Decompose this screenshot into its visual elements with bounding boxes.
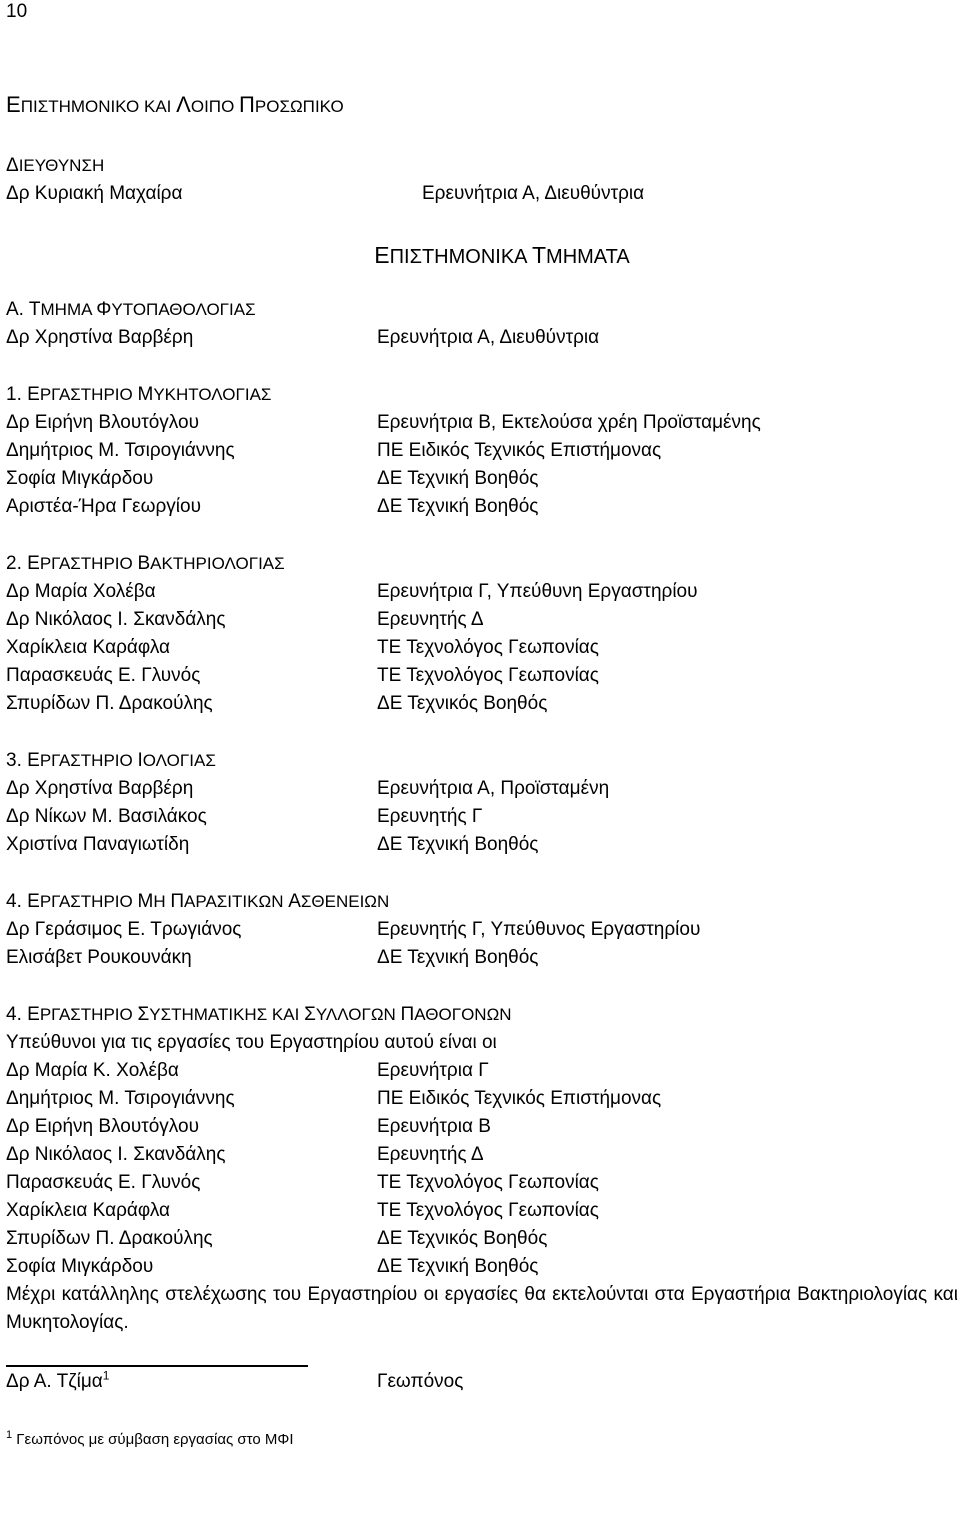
staff-name: Χριστίνα Παναγιωτίδη xyxy=(6,834,190,855)
staff-role: Ερευνήτρια Α, Προϊσταμένη xyxy=(377,778,610,799)
department-a-heading: Α. ΤΜΗΜΑ ΦΥΤΟΠΑΘΟΛΟΓΙΑΣ xyxy=(6,299,256,320)
staff-name: Δρ Γεράσιμος Ε. Τρωγιάνος xyxy=(6,919,242,940)
staff-role: ΔΕ Τεχνική Βοηθός xyxy=(377,468,539,489)
table-row xyxy=(6,690,958,718)
lab2-heading: 2. ΕΡΓΑΣΤΗΡΙΟ ΒΑΚΤΗΡΙΟΛΟΓΙΑΣ xyxy=(6,553,285,574)
staff-name: Σπυρίδων Π. Δρακούλης xyxy=(6,1228,213,1249)
lab4b-heading: 4. ΕΡΓΑΣΤΗΡΙΟ ΣΥΣΤΗΜΑΤΙΚΗΣ ΚΑΙ ΣΥΛΛΟΓΩΝ ΠΑΘΟΓΟΝΩΝ xyxy=(6,1004,512,1025)
table-row xyxy=(6,1057,958,1085)
table-row xyxy=(6,606,958,634)
staff-name: Σοφία Μιγκάρδου xyxy=(6,468,154,489)
staff-name: Αριστέα-Ήρα Γεωργίου xyxy=(6,496,201,517)
staff-name: Σπυρίδων Π. Δρακούλης xyxy=(6,693,213,714)
table-row xyxy=(6,1141,958,1169)
staff-role: Ερευνήτρια Γ xyxy=(377,1060,489,1081)
staff-name: Παρασκευάς Ε. Γλυνός xyxy=(6,1172,201,1193)
staff-name: Δρ Νικόλαος Ι. Σκανδάλης xyxy=(6,1144,226,1165)
staff-role: Ερευνήτρια Α, Διευθύντρια xyxy=(377,327,600,348)
lab1-heading: 1. ΕΡΓΑΣΤΗΡΙΟ ΜΥΚΗΤΟΛΟΓΙΑΣ xyxy=(6,384,272,405)
table-row xyxy=(6,1197,958,1225)
staff-name: Δημήτριος Μ. Τσιρογιάννης xyxy=(6,1088,235,1109)
staff-role: ΤΕ Τεχνολόγος Γεωπονίας xyxy=(377,1172,599,1193)
staff-role: ΔΕ Τεχνική Βοηθός xyxy=(377,834,539,855)
staff-name: Δρ Κυριακή Μαχαίρα xyxy=(6,183,183,204)
staff-name: Σοφία Μιγκάρδου xyxy=(6,1256,154,1277)
staff-name: Δρ Νικόλαος Ι. Σκανδάλης xyxy=(6,609,226,630)
staff-name: Παρασκευάς Ε. Γλυνός xyxy=(6,665,201,686)
table-row xyxy=(6,493,958,521)
staff-role: ΤΕ Τεχνολόγος Γεωπονίας xyxy=(377,637,599,658)
staff-name: Δρ Νίκων Μ. Βασιλάκος xyxy=(6,806,207,827)
lab4a-heading: 4. ΕΡΓΑΣΤΗΡΙΟ ΜΗ ΠΑΡΑΣΙΤΙΚΩΝ ΑΣΘΕΝΕΙΩΝ xyxy=(6,891,390,912)
staff-role: Γεωπόνος xyxy=(377,1371,464,1392)
staff-role: ΔΕ Τεχνική Βοηθός xyxy=(377,1256,539,1277)
staff-name: Δρ Ειρήνη Βλουτόγλου xyxy=(6,412,199,433)
direction-row xyxy=(6,180,958,208)
table-row xyxy=(6,1085,958,1113)
table-row xyxy=(6,634,958,662)
staff-name: Χαρίκλεια Καράφλα xyxy=(6,1200,171,1221)
department-a-row xyxy=(6,324,958,352)
staff-role: Ερευνητής Γ, Υπεύθυνος Εργαστηρίου xyxy=(377,919,701,940)
staff-role: Ερευνητής Γ xyxy=(377,806,483,827)
staff-name: Δημήτριος Μ. Τσιρογιάννης xyxy=(6,440,235,461)
direction-heading: ΔΙΕΥΘΥΝΣΗ xyxy=(6,155,105,176)
page-title: ΕΠΙΣΤΗΜΟΝΙΚΟ ΚΑΙ ΛΟΙΠΟ ΠΡΟΣΩΠΙΚΟ xyxy=(6,92,344,117)
staff-role: Ερευνητής Δ xyxy=(377,1144,484,1165)
page-number: 10 xyxy=(6,1,28,22)
footnote: $^1$ Γεωπόνος με σύμβαση εργασίας στο ΜΦΙ xyxy=(6,1429,294,1448)
table-row xyxy=(6,1253,958,1281)
departments-heading: ΕΠΙΣΤΗΜΟΝΙΚΑ ΤΜΗΜΑΤΑ xyxy=(374,242,630,268)
staff-name: Δρ Χρηστίνα Βαρβέρη xyxy=(6,778,194,799)
table-row xyxy=(6,1113,958,1141)
staff-name: Χαρίκλεια Καράφλα xyxy=(6,637,171,658)
staff-role: ΔΕ Τεχνικός Βοηθός xyxy=(377,693,548,714)
table-row xyxy=(6,465,958,493)
staff-role: Ερευνητής Δ xyxy=(377,609,484,630)
table-row xyxy=(6,437,958,465)
table-row xyxy=(6,1225,958,1253)
table-row xyxy=(6,944,958,972)
staff-role: ΠΕ Ειδικός Τεχνικός Επιστήμονας xyxy=(377,1088,662,1109)
lab4b-note: Μέχρι κατάλληλης στελέχωσης του Εργαστηρίου οι εργασίες θα εκτελούνται στα Εργαστήρια Βακτηριολογίας και Μυκητολογίας. xyxy=(6,1284,958,1333)
table-row xyxy=(6,803,958,831)
staff-name: Δρ Μαρία Χολέβα xyxy=(6,581,156,602)
staff-role: Ερευνήτρια Α, Διευθύντρια xyxy=(422,183,645,204)
staff-name: Δρ Α. Τζίμα$^1$ xyxy=(6,1368,110,1392)
staff-role: ΔΕ Τεχνική Βοηθός xyxy=(377,496,539,517)
staff-role: ΔΕ Τεχνικός Βοηθός xyxy=(377,1228,548,1249)
staff-name: Ελισάβετ Ρουκουνάκη xyxy=(6,947,192,968)
lab3-heading: 3. ΕΡΓΑΣΤΗΡΙΟ ΙΟΛΟΓΙΑΣ xyxy=(6,750,216,771)
table-row xyxy=(6,916,958,944)
staff-role: ΤΕ Τεχνολόγος Γεωπονίας xyxy=(377,665,599,686)
staff-role: ΤΕ Τεχνολόγος Γεωπονίας xyxy=(377,1200,599,1221)
lab4b-intro: Υπεύθυνοι για τις εργασίες του Εργαστηρίου αυτού είναι οι xyxy=(6,1032,497,1053)
staff-name: Δρ Χρηστίνα Βαρβέρη xyxy=(6,327,194,348)
staff-role: ΔΕ Τεχνική Βοηθός xyxy=(377,947,539,968)
document-body xyxy=(6,90,958,1450)
table-row xyxy=(6,409,958,437)
table-row xyxy=(6,662,958,690)
footnote-ref: 1 xyxy=(102,1368,110,1383)
table-row xyxy=(6,775,958,803)
staff-role: Ερευνήτρια Β xyxy=(377,1116,491,1137)
table-row xyxy=(6,831,958,859)
table-row xyxy=(6,1169,958,1197)
staff-name: Δρ Ειρήνη Βλουτόγλου xyxy=(6,1116,199,1137)
table-row xyxy=(6,578,958,606)
extra-staff-row xyxy=(6,1367,958,1397)
staff-role: Ερευνήτρια Β, Εκτελούσα χρέη Προϊσταμένης xyxy=(377,412,761,433)
staff-role: Ερευνήτρια Γ, Υπεύθυνη Εργαστηρίου xyxy=(377,581,698,602)
staff-role: ΠΕ Ειδικός Τεχνικός Επιστήμονας xyxy=(377,440,662,461)
staff-name: Δρ Μαρία Κ. Χολέβα xyxy=(6,1060,179,1081)
